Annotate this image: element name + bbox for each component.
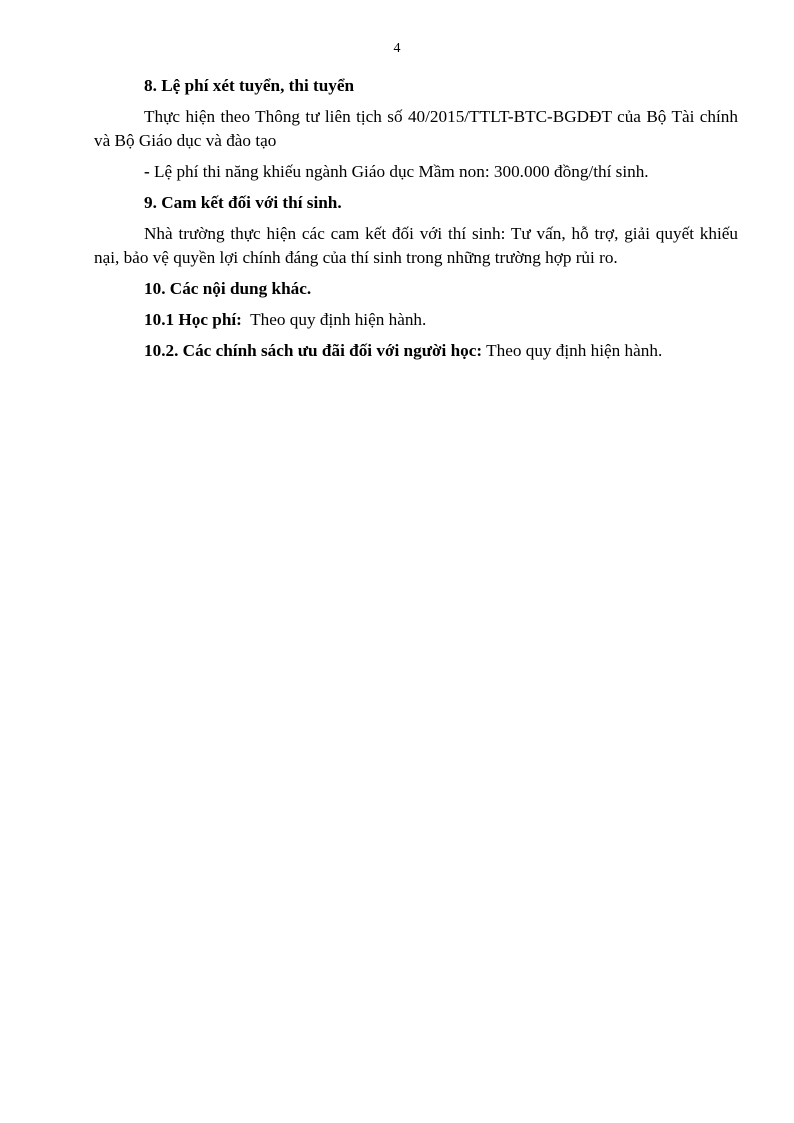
section-8-paragraph: Thực hiện theo Thông tư liên tịch số 40/2015/TTLT-BTC-BGDĐT của Bộ Tài chính và Bộ Giáo dục và đào tạo xyxy=(94,107,738,150)
tuition-label: 10.1 Học phí: xyxy=(144,310,242,329)
fee-text: Lệ phí thi năng khiếu ngành Giáo dục Mầm non: 300.000 đồng/thí sinh. xyxy=(149,162,649,181)
section-8-fee-line xyxy=(94,160,738,184)
fee-dash: - xyxy=(144,162,150,181)
policy-text: Theo quy định hiện hành. xyxy=(482,341,663,360)
document-body xyxy=(94,74,738,370)
policy-label: 10.2. Các chính sách ưu đãi đối với người học: xyxy=(144,341,483,360)
section-10-heading: 10. Các nội dung khác. xyxy=(144,279,312,298)
section-9-heading: 9. Cam kết đối với thí sinh. xyxy=(144,193,342,212)
tuition-text: Theo quy định hiện hành. xyxy=(241,310,427,329)
section-10-1-line xyxy=(94,308,738,332)
section-8-heading: 8. Lệ phí xét tuyển, thi tuyển xyxy=(144,76,355,95)
page-number: 4 xyxy=(393,41,401,56)
section-10-2-line xyxy=(94,339,738,363)
section-9-paragraph: Nhà trường thực hiện các cam kết đối với thí sinh: Tư vấn, hỗ trợ, giải quyết khiếu nại, bảo vệ quyền lợi chính đáng của thí sinh trong những trường hợp rủi ro. xyxy=(94,224,738,267)
